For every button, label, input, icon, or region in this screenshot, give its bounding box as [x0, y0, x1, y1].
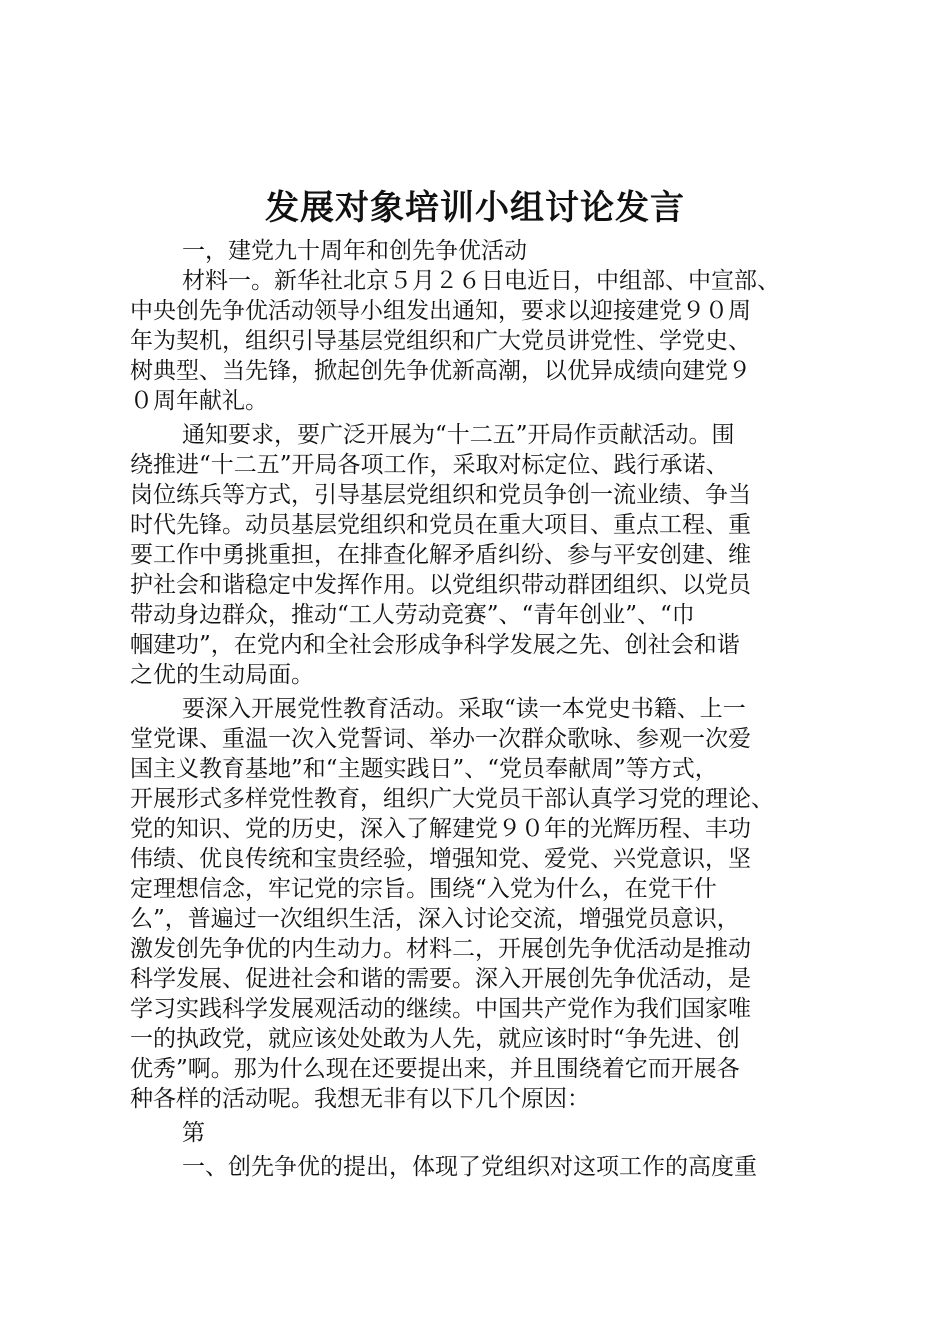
text-line: 国主义教育基地”和“主题实践日”、“党员奉献周”等方式， [130, 756, 718, 782]
text-line: 之优的生动局面。 [130, 662, 314, 688]
text-line: 中央创先争优活动领导小组发出通知，要求以迎接建党９０周 [130, 298, 751, 324]
text-line: 护社会和谐稳定中发挥作用。以党组织带动群团组织、以党员 [130, 572, 751, 598]
text-line: 优秀”啊。那为什么现在还要提出来，并且围绕着它而开展各 [130, 1056, 740, 1082]
text-line: 堂党课、重温一次入党誓词、举办一次群众歌咏、参观一次爱 [130, 726, 751, 752]
text-line: 一，建党九十周年和创先争优活动 [182, 238, 527, 264]
text-line: 材料一。新华社北京５月２６日电近日，中组部、中宣部、 [182, 268, 780, 294]
text-line: 党的知识、党的历史，深入了解建党９０年的光辉历程、丰功 [130, 816, 751, 842]
text-line: 岗位练兵等方式，引导基层党组织和党员争创一流业绩、争当 [130, 482, 751, 508]
text-line: 开展形式多样党性教育，组织广大党员干部认真学习党的理论、 [130, 786, 774, 812]
document-title: 发展对象培训小组讨论发言 [265, 188, 685, 228]
text-line: 绕推进“十二五”开局各项工作，采取对标定位、践行承诺、 [130, 452, 729, 478]
text-line: 一的执政党，就应该处处敢为人先，就应该时时“争先进、创 [130, 1026, 740, 1052]
text-line: 么”，普遍过一次组织生活，深入讨论交流，增强党员意识， [130, 906, 740, 932]
text-line: 一、创先争优的提出，体现了党组织对这项工作的高度重 [182, 1154, 757, 1180]
text-line: 时代先锋。动员基层党组织和党员在重大项目、重点工程、重 [130, 512, 751, 538]
text-line: 伟绩、优良传统和宝贵经验，增强知党、爱党、兴党意识，坚 [130, 846, 751, 872]
text-line: 科学发展、促进社会和谐的需要。深入开展创先争优活动，是 [130, 966, 751, 992]
text-line: 定理想信念，牢记党的宗旨。围绕“入党为什么，在党干什 [130, 876, 717, 902]
text-line: 树典型、当先锋，掀起创先争优新高潮，以优异成绩向建党９ [130, 358, 751, 384]
text-line: ０周年献礼。 [130, 388, 268, 414]
text-line: 要深入开展党性教育活动。采取“读一本党史书籍、上一 [182, 696, 746, 722]
text-line: 通知要求，要广泛开展为“十二五”开局作贡献活动。围 [182, 422, 735, 448]
text-line: 种各样的活动呢。我想无非有以下几个原因： [130, 1086, 590, 1112]
text-line: 年为契机，组织引导基层党组织和广大党员讲党性、学党史、 [130, 328, 751, 354]
text-line: 要工作中勇挑重担，在排查化解矛盾纠纷、参与平安创建、维 [130, 542, 751, 568]
text-line: 激发创先争优的内生动力。材料二，开展创先争优活动是推动 [130, 936, 751, 962]
text-line: 第 [182, 1120, 205, 1146]
text-line: 帼建功”，在党内和全社会形成争科学发展之先、创社会和谐 [130, 632, 740, 658]
text-line: 学习实践科学发展观活动的继续。中国共产党作为我们国家唯 [130, 996, 751, 1022]
text-line: 带动身边群众，推动“工人劳动竞赛”、“青年创业”、“巾 [130, 602, 695, 628]
